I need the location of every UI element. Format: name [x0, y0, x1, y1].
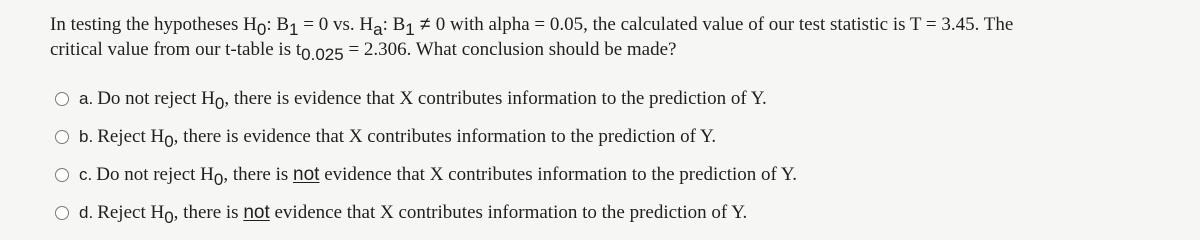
question-text-segment: : B	[266, 14, 290, 35]
radio-button-c[interactable]	[55, 168, 69, 182]
option-text-segment: evidence that X contributes information to the prediction of Y.	[269, 202, 748, 223]
h0-subscript: 0	[213, 170, 224, 189]
h0-subscript: 0	[256, 20, 267, 39]
option-text-segment: Reject H	[97, 202, 165, 223]
question-text-segment: In testing the hypotheses H	[50, 14, 257, 35]
option-label	[96, 164, 797, 189]
question-text-segment: 0 with alpha = 0.05, the calculated value of our test statistic is T = 3.45. The	[435, 14, 1014, 35]
option-d[interactable]	[55, 194, 797, 232]
question-text-segment: : B	[382, 14, 406, 35]
question-text-segment: = 2.306. What conclusion should be made?	[343, 39, 677, 60]
option-letter: d.	[79, 203, 94, 222]
option-text-segment: Do not reject H	[96, 164, 214, 185]
emphasized-not: not	[293, 164, 320, 185]
h0-subscript: 0	[164, 132, 174, 151]
question-line-1	[50, 12, 1180, 37]
option-text-segment: evidence that X contributes information to the prediction of Y.	[319, 164, 797, 185]
ha-subscript: a	[373, 20, 383, 39]
b1-subscript: 1	[405, 20, 415, 39]
b1-subscript: 1	[289, 20, 299, 39]
option-text-segment: , there is	[223, 164, 294, 185]
question-text-segment: = 0 vs. H	[298, 14, 374, 35]
option-text-segment: , there is	[173, 202, 244, 223]
option-text-segment: , there is evidence that X contributes information to the prediction of Y.	[224, 88, 767, 109]
option-label	[97, 202, 748, 227]
option-b[interactable]	[55, 118, 797, 156]
option-letter: a.	[79, 89, 94, 108]
option-a[interactable]	[55, 80, 797, 118]
h0-subscript: 0	[164, 208, 174, 227]
question-text	[50, 12, 1180, 62]
option-c[interactable]	[55, 156, 797, 194]
radio-button-d[interactable]	[55, 206, 69, 220]
radio-button-b[interactable]	[55, 130, 69, 144]
question-line-2	[50, 37, 1180, 62]
radio-button-a[interactable]	[55, 92, 69, 106]
question-text-segment: critical value from our t-table is t	[50, 39, 302, 60]
answer-options	[55, 80, 797, 232]
t-subscript: 0.025	[301, 45, 344, 64]
h0-subscript: 0	[214, 94, 225, 113]
option-text-segment: , there is evidence that X contributes information to the prediction of Y.	[173, 126, 717, 147]
option-letter: b.	[79, 127, 94, 146]
option-letter: c.	[79, 165, 93, 184]
not-equal-symbol: ≠	[414, 14, 436, 35]
option-text-segment: Do not reject H	[97, 88, 215, 109]
option-label	[97, 126, 717, 151]
option-label	[97, 88, 767, 113]
emphasized-not: not	[243, 202, 270, 223]
option-text-segment: Reject H	[97, 126, 165, 147]
